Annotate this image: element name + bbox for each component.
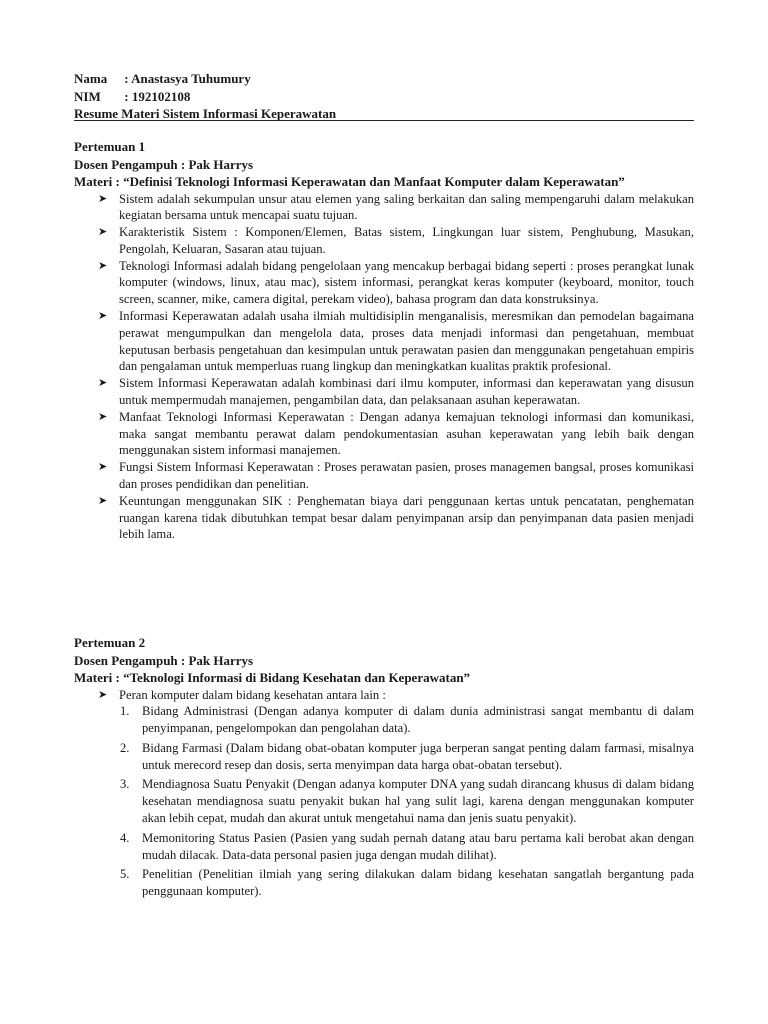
document-title: Resume Materi Sistem Informasi Keperawatan (74, 106, 337, 121)
list-item (74, 224, 694, 258)
item-number: 1. (120, 704, 130, 719)
pertemuan-2-numbered-list (74, 703, 694, 900)
list-item (74, 687, 694, 704)
arrow-bullet-icon: ➤ (98, 310, 108, 323)
pertemuan-2-bullet-list (74, 687, 694, 704)
item-number: 3. (120, 777, 130, 792)
pertemuan-1-materi: Materi : “Definisi Teknologi Informasi Keperawatan dan Manfaat Komputer dalam Keperawatan” (74, 174, 625, 189)
arrow-bullet-icon: ➤ (98, 494, 108, 507)
arrow-bullet-icon: ➤ (98, 410, 108, 423)
list-item-text: Sistem Informasi Keperawatan adalah kombinasi dari ilmu komputer, informasi dan keperawatan yang disusun untuk mempermudah manajemen, pengambilan data, dan pelaksanaan asuhan keperawatan. (119, 376, 694, 408)
list-item-text: Manfaat Teknologi Informasi Keperawatan : Dengan adanya kemajuan teknologi informasi dan komunikasi, maka sangat membantu perawat dalam pendokumentasian asuhan keperawatan yang lebih baik dengan menggunakan sistem informasi manajemen. (119, 409, 694, 458)
list-item-text: Keuntungan menggunakan SIK : Penghematan biaya dari penggunaan kertas untuk pencatatan, penghematan ruangan karena tidak dibutuhkan tempat besar dalam penyimpanan arsip dan penyimpanan data pasien menjadi lebih lama. (119, 493, 694, 542)
nim-line (74, 88, 694, 106)
list-item-text: Sistem adalah sekumpulan unsur atau elemen yang saling berkaitan dan saling mempengaruhi dalam melakukan kegiatan bersama untuk mencapai suatu tujuan. (119, 191, 694, 223)
list-item (74, 191, 694, 225)
numbered-item-text: Memonitoring Status Pasien (Pasien yang sudah pernah datang atau baru pertama kali berobat akan dengan mudah dilacak. Data-data personal pasien juga dengan mudah dilihat). (142, 830, 694, 862)
pertemuan-1-dosen: Dosen Pengampuh : Pak Harrys (74, 156, 254, 172)
arrow-bullet-icon: ➤ (98, 377, 108, 390)
pertemuan-1-section (74, 138, 694, 543)
numbered-item (74, 776, 694, 826)
numbered-item-text: Bidang Farmasi (Dalam bidang obat-obatan komputer juga berperan sangat penting dalam farmasi, misalnya untuk merecord resep dan dosis, serta menyimpan data harga obat-obatan tersebut). (142, 740, 694, 772)
pertemuan-2-heading: Pertemuan 2 (74, 635, 146, 650)
item-number: 2. (120, 740, 130, 755)
numbered-item (74, 740, 694, 774)
numbered-item-text: Bidang Administrasi (Dengan adanya komputer di dalam dunia administrasi sangat membantu di dalam penyimpanan, pengelompokan dan pengolahan data). (142, 704, 694, 736)
list-item (74, 493, 694, 543)
nim-label: NIM (74, 88, 101, 104)
arrow-bullet-icon: ➤ (98, 461, 108, 474)
list-item (74, 375, 694, 409)
numbered-item-text: Penelitian (Penelitian ilmiah yang sering dilakukan dalam bidang kesehatan sangatlah bergantung pada penggunaan komputer). (142, 867, 694, 899)
pertemuan-2-dosen: Dosen Pengampuh : Pak Harrys (74, 652, 254, 668)
pertemuan-1-bullet-list (74, 191, 694, 544)
nim-value: : 192102108 (124, 88, 191, 104)
list-item (74, 409, 694, 459)
list-item-text: Fungsi Sistem Informasi Keperawatan : Proses perawatan pasien, proses managemen bangsal, proses komunikasi dan proses pendidikan dan penelitian. (119, 460, 694, 492)
pertemuan-2-materi: Materi : “Teknologi Informasi di Bidang Kesehatan dan Keperawatan” (74, 670, 471, 685)
numbered-item (74, 866, 694, 900)
arrow-bullet-icon: ➤ (98, 259, 108, 272)
nama-value: : Anastasya Tuhumury (124, 71, 251, 86)
numbered-item (74, 703, 694, 737)
arrow-bullet-icon: ➤ (98, 226, 108, 239)
list-item-text: Karakteristik Sistem : Komponen/Elemen, Batas sistem, Lingkungan luar sistem, Penghubung, Masukan, Pengolah, Keluaran, Sasaran atau tujuan. (119, 225, 694, 256)
list-item (74, 308, 694, 375)
pertemuan-2-section (74, 634, 694, 903)
item-number: 5. (120, 867, 130, 882)
document-header (74, 70, 694, 123)
nama-label: Nama (74, 71, 108, 86)
numbered-item (74, 830, 694, 864)
arrow-bullet-icon: ➤ (98, 192, 108, 205)
header-divider (74, 120, 694, 121)
arrow-bullet-icon: ➤ (98, 688, 108, 701)
item-number: 4. (120, 830, 130, 845)
pertemuan-1-heading: Pertemuan 1 (74, 139, 146, 154)
list-item (74, 459, 694, 493)
list-item (74, 258, 694, 308)
numbered-item-text: Mendiagnosa Suatu Penyakit (Dengan adanya komputer DNA yang sudah dirancang khusus di dalam bidang kesehatan mendiagnosa suatu penyakit bukan hal yang sulit lagi, karena dengan menggunakan komputer akan lebih cepat, mudah dan akurat untuk mengetahui nama dan jenis suatu penyakit). (142, 777, 694, 826)
list-item-text: Teknologi Informasi adalah bidang pengelolaan yang mencakup berbagai bidang seperti : proses perangkat lunak komputer (windows, linux, atau mac), sistem informasi, perangkat keras komputer (keyboard, monitor, touch screen, scanner, mike, camera digital, perekam video), bahasa program dan data konstruksinya. (119, 258, 694, 307)
nama-line (74, 70, 694, 88)
list-item-text: Peran komputer dalam bidang kesehatan antara lain : (119, 687, 386, 702)
list-item-text: Informasi Keperawatan adalah usaha ilmiah multidisiplin menganalisis, meresmikan dan pemodelan bagaimana perawat mengumpulkan dan mengelola data, proses data menjadi informasi dan pengetahuan, membuat keputusan berbasis pengetahuan dan kesimpulan untuk perawatan pasien dan menggunakan pengetahuan empiris dan pengalaman untuk memperluas ruang lingkup dan meningkatkan kualitas praktik profesional. (119, 309, 694, 374)
